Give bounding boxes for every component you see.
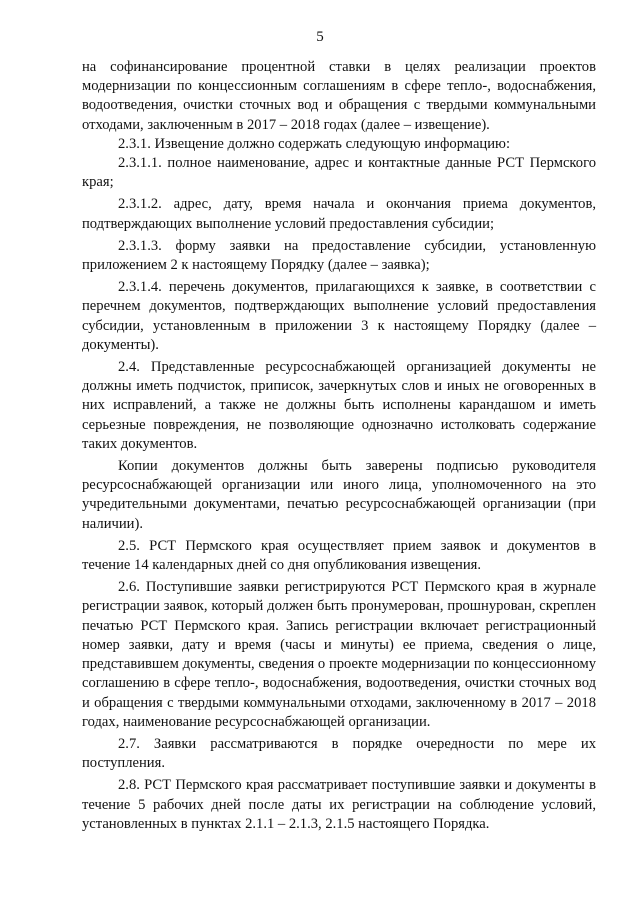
- paragraph-2-6: 2.6. Поступившие заявки регистрируются РСТ Пермского края в журнале регистрации заявок, который должен быть пронумерован, прошнурован, скреплен печатью РСТ Пермского края. Запись регистрации включает регистрационный номер заявки, дату и время (часы и минуты) ее приема, сведения о лице, представившем документы, сведения о проекте модернизации по концессионному соглашению в сфере тепло-, водоснабжения, водоотведения, очистки сточных вод и обращения с твердыми коммунальными отходами, заключенному в 2017 – 2018 годах, наименование ресурсоснабжающей организации.: [82, 579, 596, 730]
- paragraph-2-3-1-1: 2.3.1.1. полное наименование, адрес и контактные данные РСТ Пермского края;: [82, 155, 596, 191]
- paragraph-2-3-1-2: 2.3.1.2. адрес, дату, время начала и окончания приема документов, подтверждающих выполнение условий предоставления субсидии;: [82, 196, 596, 232]
- paragraph-2-3-1-3: 2.3.1.3. форму заявки на предоставление субсидии, установленную приложением 2 к настоящему Порядку (далее – заявка);: [82, 237, 596, 274]
- paragraph-2-5: 2.5. РСТ Пермского края осуществляет прием заявок и документов в течение 14 календарных дней со дня опубликования извещения.: [82, 537, 596, 574]
- paragraph-2-3-1-4: 2.3.1.4. перечень документов, прилагающихся к заявке, в соответствии с перечнем документов, подтверждающих выполнение условий предоставления субсидии, установленным в приложении 3 к настоящему Порядку (далее – документы).: [82, 279, 596, 353]
- paragraph-2-3-1: 2.3.1. Извещение должно содержать следующую информацию:: [118, 135, 510, 152]
- paragraph-notice-continuation: на софинансирование процентной ставки в целях реализации проектов модернизации по концессионным соглашениям в сфере тепло-, водоснабжения, водоотведения, очистки сточных вод и обращения с твердыми коммунальными отходами, заключенным в 2017 – 2018 годах (далее – извещение).: [82, 59, 596, 133]
- paragraph-2-4: 2.4. Представленные ресурсоснабжающей организацией документы не должны иметь подчисток, приписок, зачеркнутых слов и иных не оговоренных в них исправлений, а также не должны быть исполнены карандашом и иметь серьезные повреждения, не позволяющие однозначно истолковать содержание таких документов.: [82, 359, 596, 452]
- page-number: 5: [316, 29, 324, 45]
- paragraph-2-8: 2.8. РСТ Пермского края рассматривает поступившие заявки и документы в течение 5 рабочих дней после даты их регистрации на соблюдение условий, установленных в пунктах 2.1.1 – 2.1.3, 2.1.5 настоящего Порядка.: [82, 777, 596, 832]
- paragraph-2-7: 2.7. Заявки рассматриваются в порядке очередности по мере их поступления.: [82, 735, 596, 772]
- document-body: [82, 58, 596, 834]
- paragraph-copies: Копии документов должны быть заверены подписью руководителя ресурсоснабжающей организации или иного лица, уполномоченного на это учредительными документами, печатью ресурсоснабжающей организации (при наличии).: [82, 458, 596, 532]
